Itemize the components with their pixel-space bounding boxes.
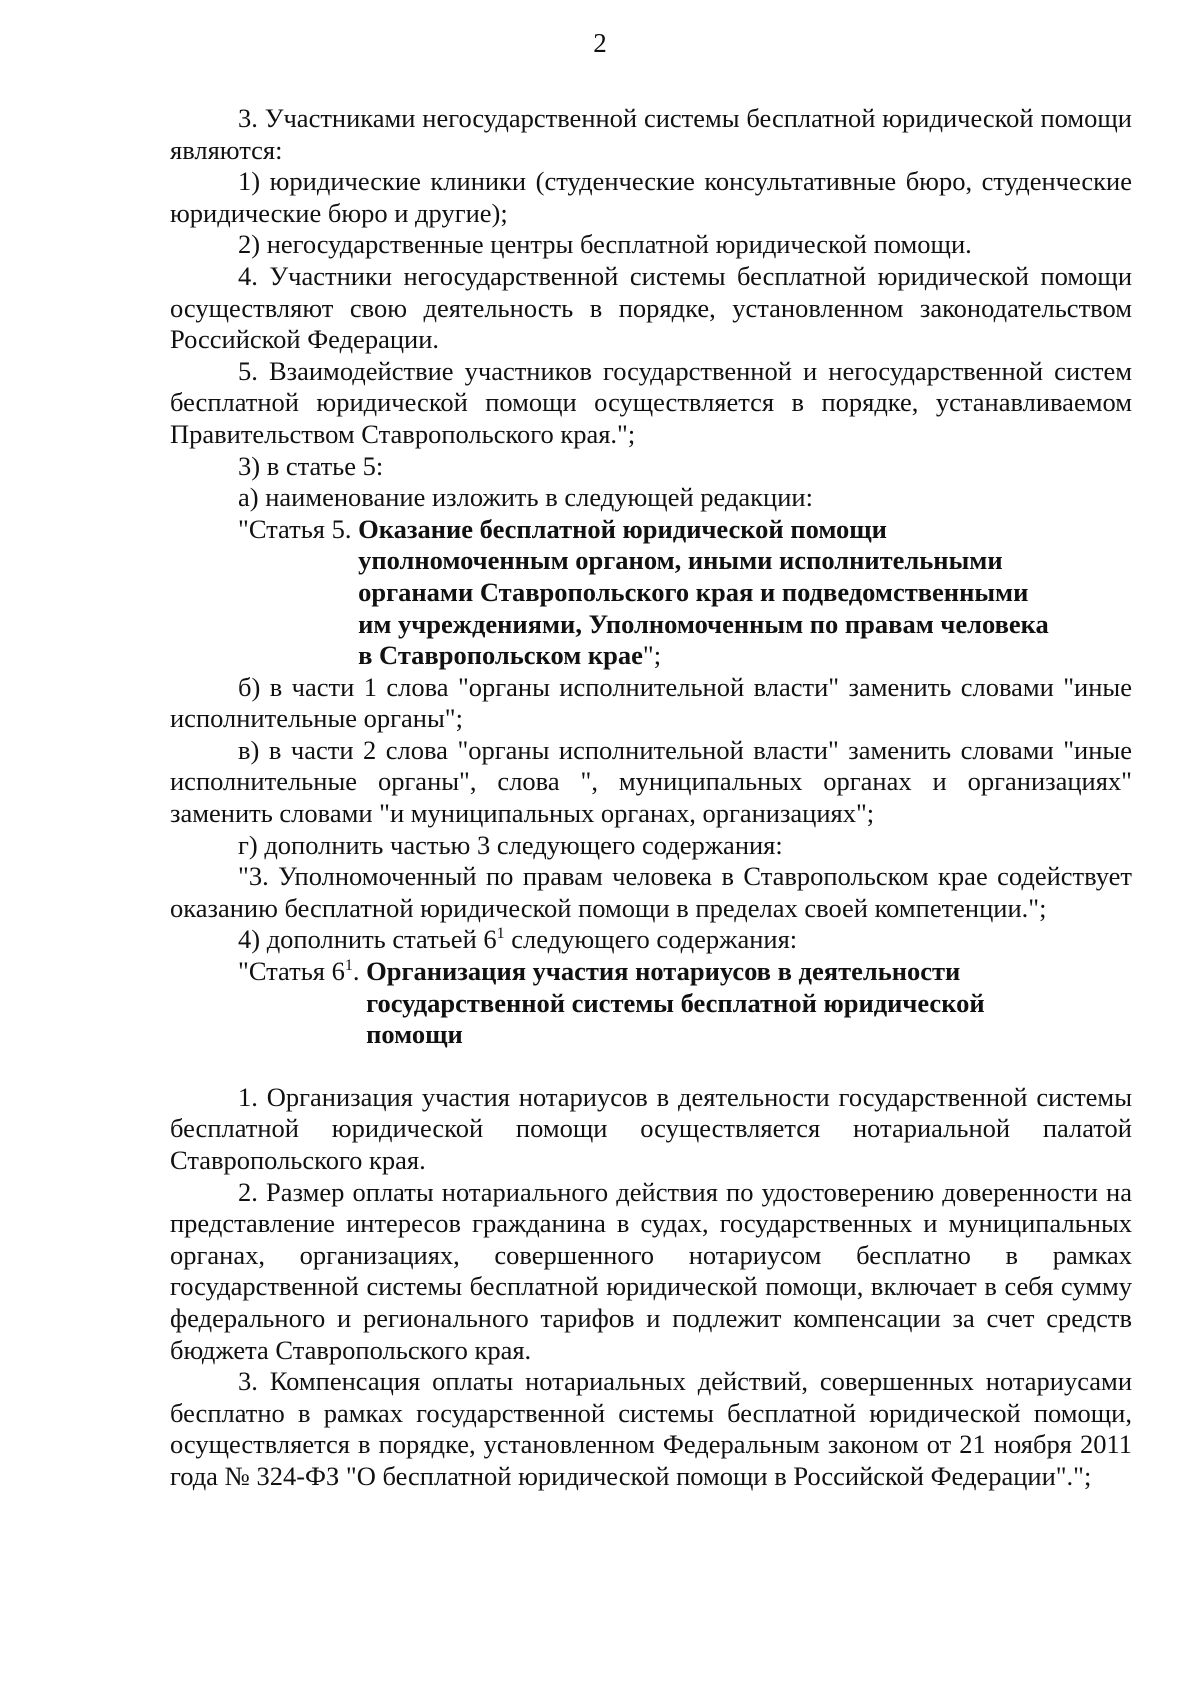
article5-title-line: им учреждениями, Уполномоченным по правам человека xyxy=(358,608,1049,639)
paragraph-notary-organization: 1. Организация участия нотариусов в деятельности государственной системы бесплатной юридической помощи осуществляется нотариальной палатой Ставропольского края. xyxy=(170,1081,1132,1175)
paragraph-interaction: 5. Взаимодействие участников государственной и негосударственной систем бесплатной юридической помощи осуществляется в порядке, устанавливаемом Правительством Ставропольского края."; xyxy=(170,355,1132,449)
superscript: 1 xyxy=(496,925,505,943)
article5-prefix: "Статья 5. xyxy=(238,513,359,544)
paragraph-part1-replace: б) в части 1 слова "органы исполнительной власти" заменить словами "иные исполнительные органы"; xyxy=(170,671,1132,734)
paragraph-non-state-centers: 2) негосударственные центры бесплатной юридической помощи. xyxy=(238,229,972,260)
paragraph-notary-fee: 2. Размер оплаты нотариального действия по удостоверению доверенности на представление интересов гражданина в судах, государственных и муниципальных органах, организациях, совершенного нотариусом бесплатно в рамках государственной системы бесплатной юридической помощи, включает в себя сумму федерального и регионального тарифов и подлежит компенсации за счет средств бюджета Ставропольского края. xyxy=(170,1176,1132,1365)
paragraph-article5-intro: 3) в статье 5: xyxy=(238,450,384,481)
spacer xyxy=(170,1051,1132,1082)
article5-title-line xyxy=(358,640,1049,672)
article61-prefix xyxy=(238,956,366,988)
article61-title-line: помощи xyxy=(366,1019,463,1050)
paragraph-ombudsman: "3. Уполномоченный по правам человека в Ставропольском крае содействует оказанию бесплатной юридической помощи в пределах своей компетенции."; xyxy=(170,861,1132,923)
article61-title-line: Организация участия нотариусов в деятельности xyxy=(366,956,961,987)
page-number: 2 xyxy=(593,28,607,58)
text-segment: 4) дополнить статьей 6 xyxy=(238,924,497,955)
paragraph-participants: 3. Участниками негосударственной системы бесплатной юридической помощи являются: xyxy=(170,103,1132,165)
paragraph-participants-activity: 4. Участники негосударственной системы бесплатной юридической помощи осуществляют свою деятельность в порядке, установленном законодательством Российской Федерации. xyxy=(170,260,1132,355)
article5-title-line: органами Ставропольского края и подведомственными xyxy=(358,576,1029,607)
article61-title-line: государственной системы бесплатной юридической xyxy=(366,987,985,1018)
paragraph-notary-compensation: 3. Компенсация оплаты нотариальных действий, совершенных нотариусами бесплатно в рамках государственной системы бесплатной юридической помощи, осуществляется в порядке, установленном Федеральным законом от 21 ноября 2011 года № 324-ФЗ "О бесплатной юридической помощи в Российской Федерации"."; xyxy=(170,1366,1132,1491)
article5-title-last: в Ставропольском крае xyxy=(358,640,643,671)
article5-title xyxy=(358,514,1049,672)
text-segment: "Статья 6 xyxy=(238,956,345,987)
article5-title-tail: "; xyxy=(642,640,662,671)
paragraph-part2-replace: в) в части 2 слова "органы исполнительной власти" заменить словами "иные исполнительные органы", слова ", муниципальных органах и организациях" заменить словами "и муниципальных органах, организациях"; xyxy=(170,734,1132,829)
paragraph-article5-title-change: а) наименование изложить в следующей редакции: xyxy=(238,482,813,513)
article61-title xyxy=(366,956,985,1051)
article61-heading xyxy=(170,956,1132,1051)
article5-title-line: Оказание бесплатной юридической помощи xyxy=(358,513,887,544)
paragraph-add-part3: г) дополнить частью 3 следующего содержания: xyxy=(238,829,783,860)
article5-heading xyxy=(170,514,1132,672)
document-body xyxy=(170,103,1132,1493)
article5-title-line: уполномоченным органом, иными исполнительными xyxy=(358,545,1003,576)
text-segment: . xyxy=(352,956,367,987)
superscript: 1 xyxy=(344,957,353,975)
paragraph-legal-clinics: 1) юридические клиники (студенческие консультативные бюро, студенческие юридические бюро и другие); xyxy=(170,166,1132,228)
text-segment: следующего содержания: xyxy=(504,924,798,955)
paragraph-add-article61 xyxy=(170,924,1132,956)
